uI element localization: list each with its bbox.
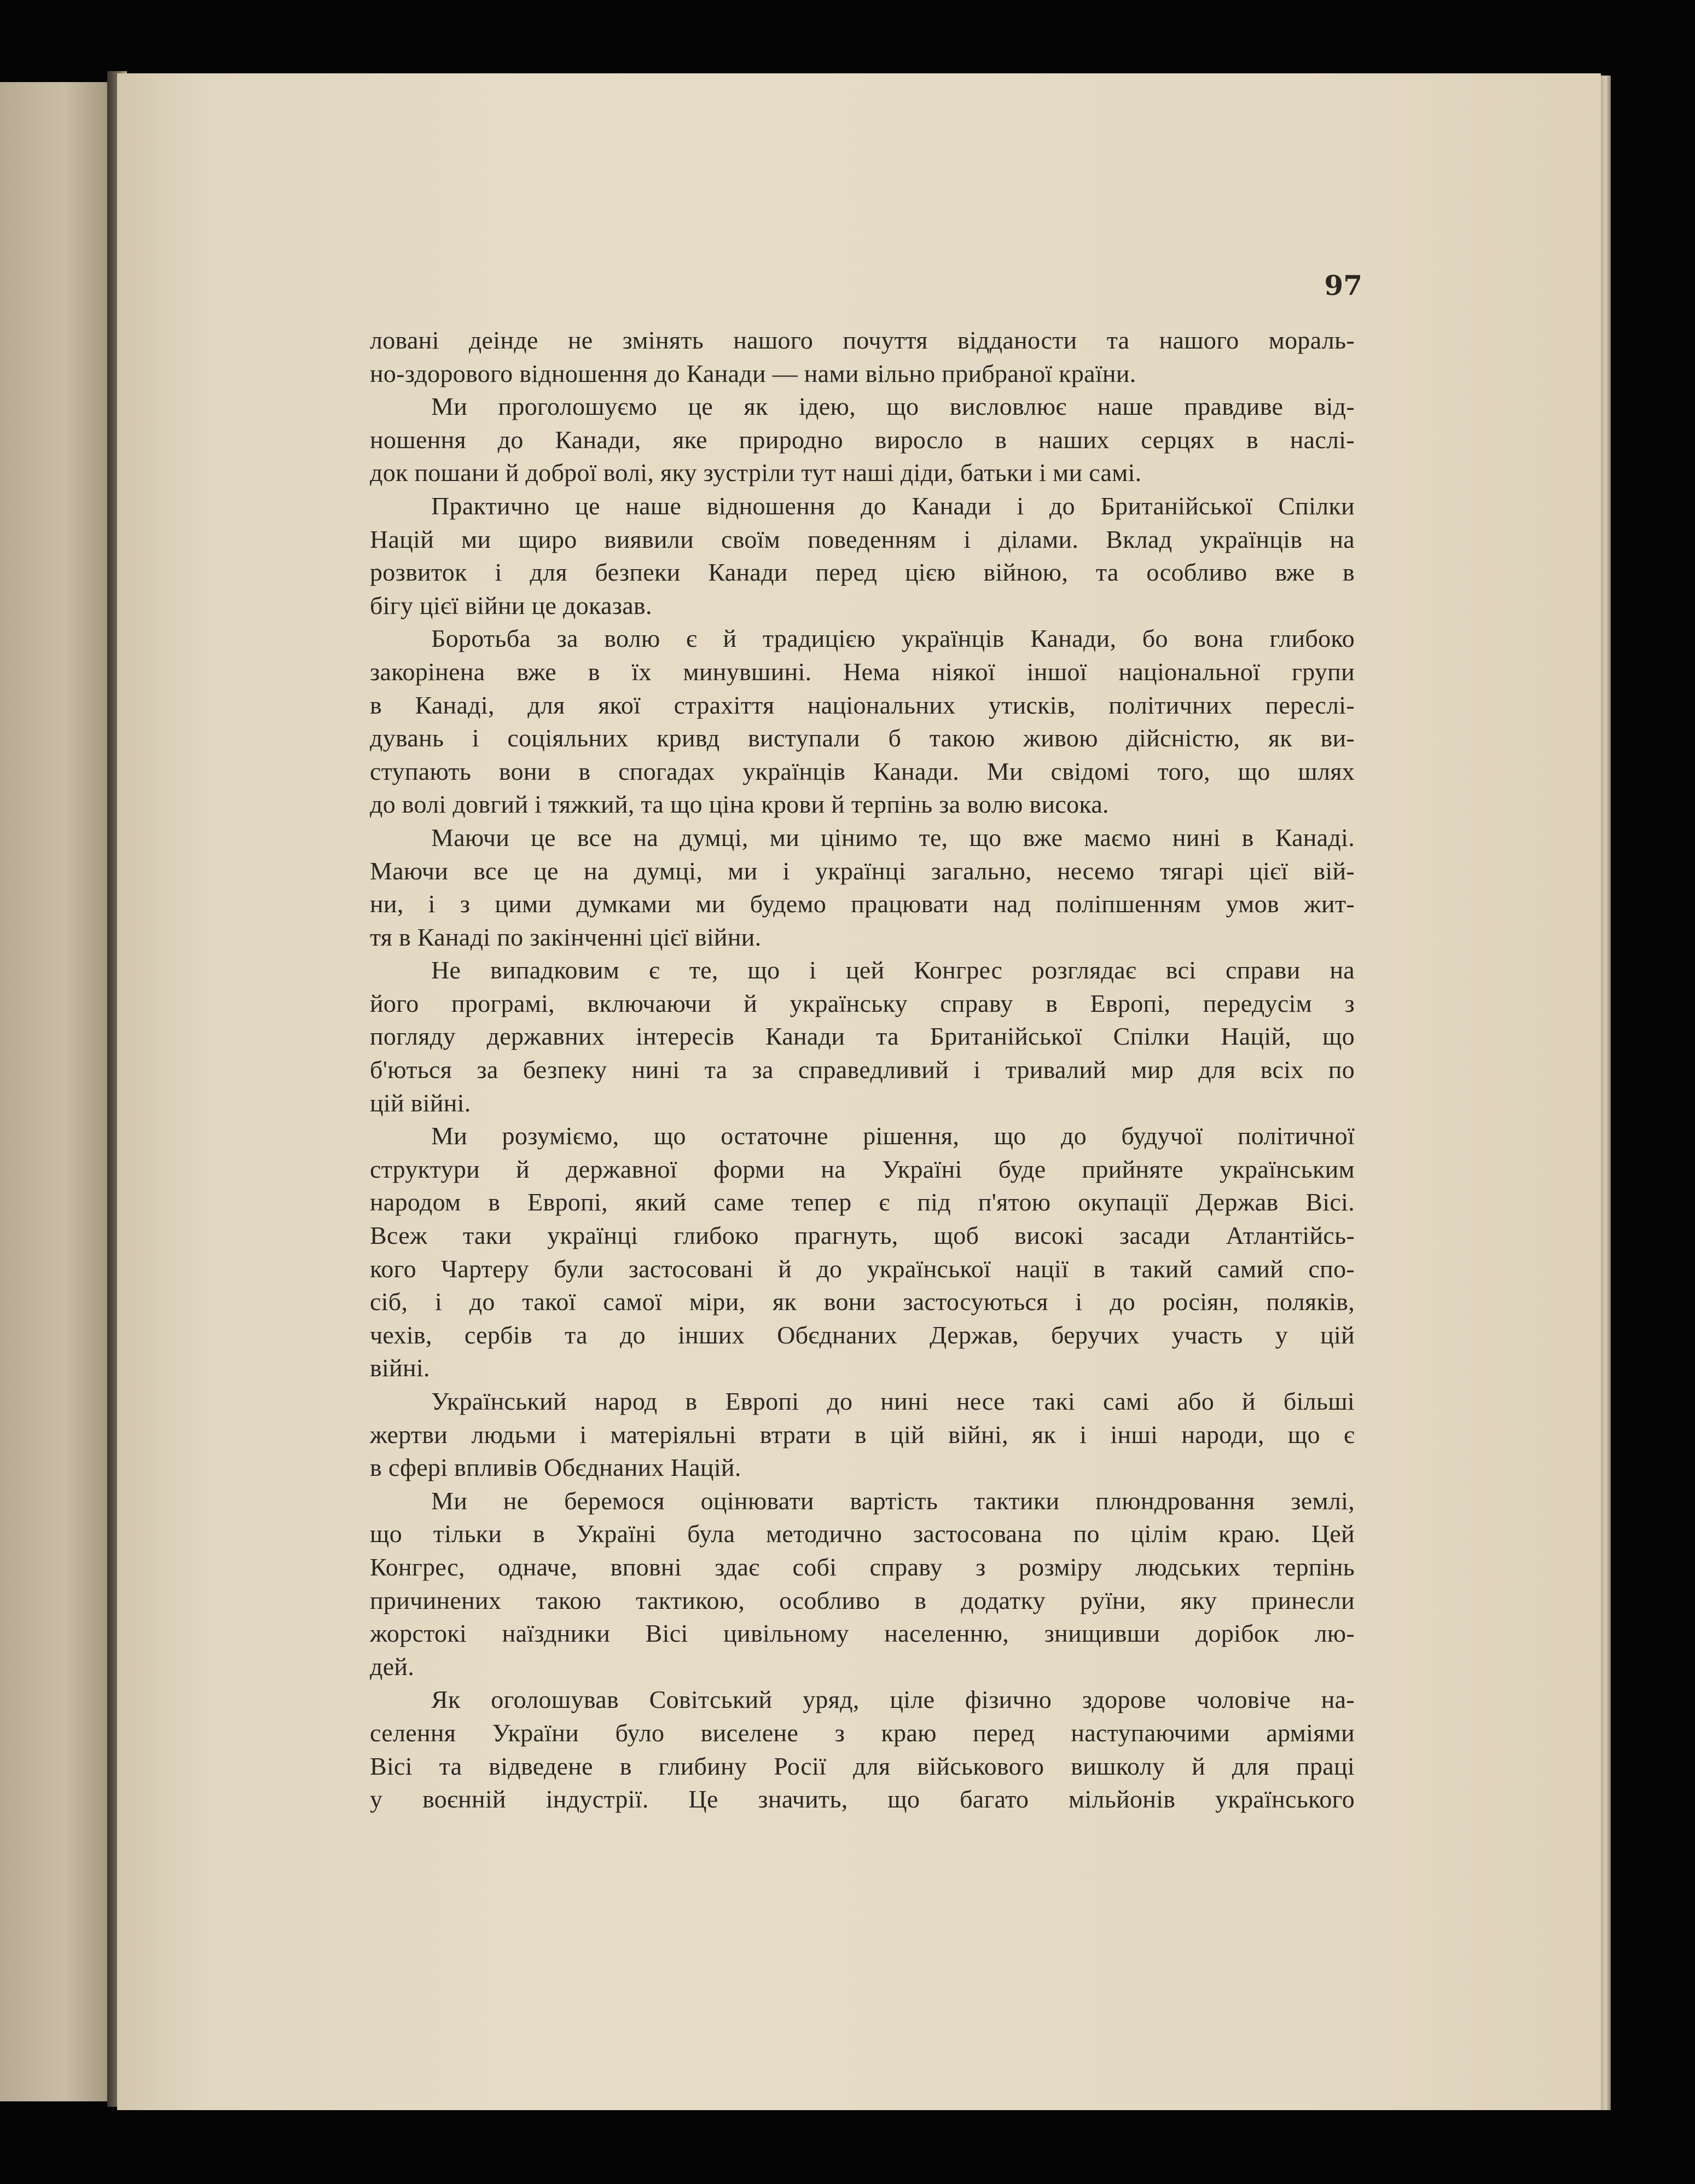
text-line: до волі довгий і тяжкий, та що ціна крови й терпінь за волю висока. xyxy=(370,790,1109,819)
text-line: погляду державних інтересів Канади та Британійської Спілки Націй, що xyxy=(370,1022,1355,1051)
text-line: в Канаді, для якої страхіття національних утисків, політичних переслі- xyxy=(370,691,1355,719)
text-line: дей. xyxy=(370,1652,415,1681)
text-line: Боротьба за волю є й традицією українців Канади, бо вона глибоко xyxy=(431,624,1355,653)
text-line: но-здорового відношення до Канади — нами вільно прибраної країни. xyxy=(370,359,1136,387)
text-line: структури й державної форми на Україні буде прийняте українським xyxy=(370,1155,1355,1183)
text-line: розвиток і для безпеки Канади перед цією війною, та особливо вже в xyxy=(370,558,1355,587)
text-line: Всеж таки українці глибоко прагнуть, щоб високі засади Атлантійсь- xyxy=(370,1221,1355,1250)
text-line: Практично це наше відношення до Канади і до Британійської Спілки xyxy=(431,491,1355,520)
text-line: Конгрес, одначе, вповні здає собі справу з розміру людських терпінь xyxy=(370,1552,1355,1581)
text-line: війні. xyxy=(370,1354,430,1382)
text-line: народом в Европі, який саме тепер є під п'ятою окупації Держав Вісі. xyxy=(370,1188,1355,1216)
page-number: 97 xyxy=(1324,269,1362,302)
text-line: бігу цієї війни це доказав. xyxy=(370,591,652,619)
text-line: тя в Канаді по закінченні цієї війни. xyxy=(370,923,762,951)
text-line: Український народ в Европі до нині несе такі самі або й більші xyxy=(431,1387,1355,1415)
text-line: жорстокі наїздники Вісі цивільному населенню, знищивши дорібок лю- xyxy=(370,1619,1355,1648)
left-page-edge xyxy=(0,82,116,2101)
text-line: кого Чартеру були застосовані й до української нації в такий самий спо- xyxy=(370,1254,1355,1283)
text-line: Націй ми щиро виявили своїм поведенням і ділами. Вклад українців на xyxy=(370,525,1355,553)
text-line: у воєнній індустрії. Це значить, що багато мільйонів українського xyxy=(370,1785,1355,1814)
text-line: дувань і соціяльних кривд виступали б такою живою дійсністю, як ви- xyxy=(370,724,1355,752)
text-line: причинених такою тактикою, особливо в додатку руїни, яку принесли xyxy=(370,1586,1355,1614)
text-line: сіб, і до такої самої міри, як вони застосуються і до росіян, поляків, xyxy=(370,1288,1355,1316)
text-line: селення України було виселене з краю перед наступаючими арміями xyxy=(370,1718,1355,1747)
text-line: закорінена вже в їх минувшині. Нема ніякої іншої національної групи xyxy=(370,657,1355,686)
text-line: чехів, сербів та до інших Обєднаних Держав, беручих участь у цій xyxy=(370,1320,1355,1349)
text-line: Маючи це все на думці, ми цінимо те, що вже маємо нині в Канаді. xyxy=(431,823,1355,851)
text-line: ни, і з цими думками ми будемо працювати над поліпшенням умов жит- xyxy=(370,890,1355,918)
text-line: цій війні. xyxy=(370,1088,471,1117)
text-line: Ми не беремося оцінювати вартість тактики плюндровання землі, xyxy=(431,1486,1355,1515)
text-line: Не випадковим є те, що і цей Конгрес розглядає всі справи на xyxy=(431,956,1355,984)
text-line: його програмі, включаючи й українську справу в Европі, передусім з xyxy=(370,989,1355,1017)
text-line: б'ються за безпеку нині та за справедливий і тривалий мир для всіх по xyxy=(370,1056,1355,1084)
text-line: Маючи все це на думці, ми і українці загально, несемо тягарі цієї вій- xyxy=(370,856,1355,885)
text-line: Як оголошував Совітський уряд, ціле фізично здорове чоловіче на- xyxy=(431,1685,1355,1714)
text-line: в сфері впливів Обєднаних Націй. xyxy=(370,1453,741,1482)
text-line: ступають вони в спогадах українців Канади. Ми свідомі того, що шлях xyxy=(370,757,1355,785)
right-page-edge xyxy=(1601,76,1611,2110)
page-body-text xyxy=(370,324,1355,1816)
text-line: Ми розуміємо, що остаточне рішення, що до будучої політичної xyxy=(431,1122,1355,1150)
text-line: Ми проголошуємо це як ідею, що висловлює наше правдиве від- xyxy=(431,392,1355,421)
text-line: ношення до Канади, яке природно виросло в наших серцях в наслі- xyxy=(370,425,1355,454)
text-line: жертви людьми і матеріяльні втрати в цій війні, як і інші народи, що є xyxy=(370,1420,1355,1449)
text-line: ловані деінде не змінять нашого почуття відданости та нашого мораль- xyxy=(370,326,1355,354)
text-line: Вісі та відведене в глибину Росії для військового вишколу й для праці xyxy=(370,1752,1355,1780)
text-line: док пошани й доброї волі, яку зустріли тут наші діди, батьки і ми самі. xyxy=(370,459,1142,487)
text-line: що тільки в Україні була методично застосована по цілім краю. Цей xyxy=(370,1520,1355,1548)
